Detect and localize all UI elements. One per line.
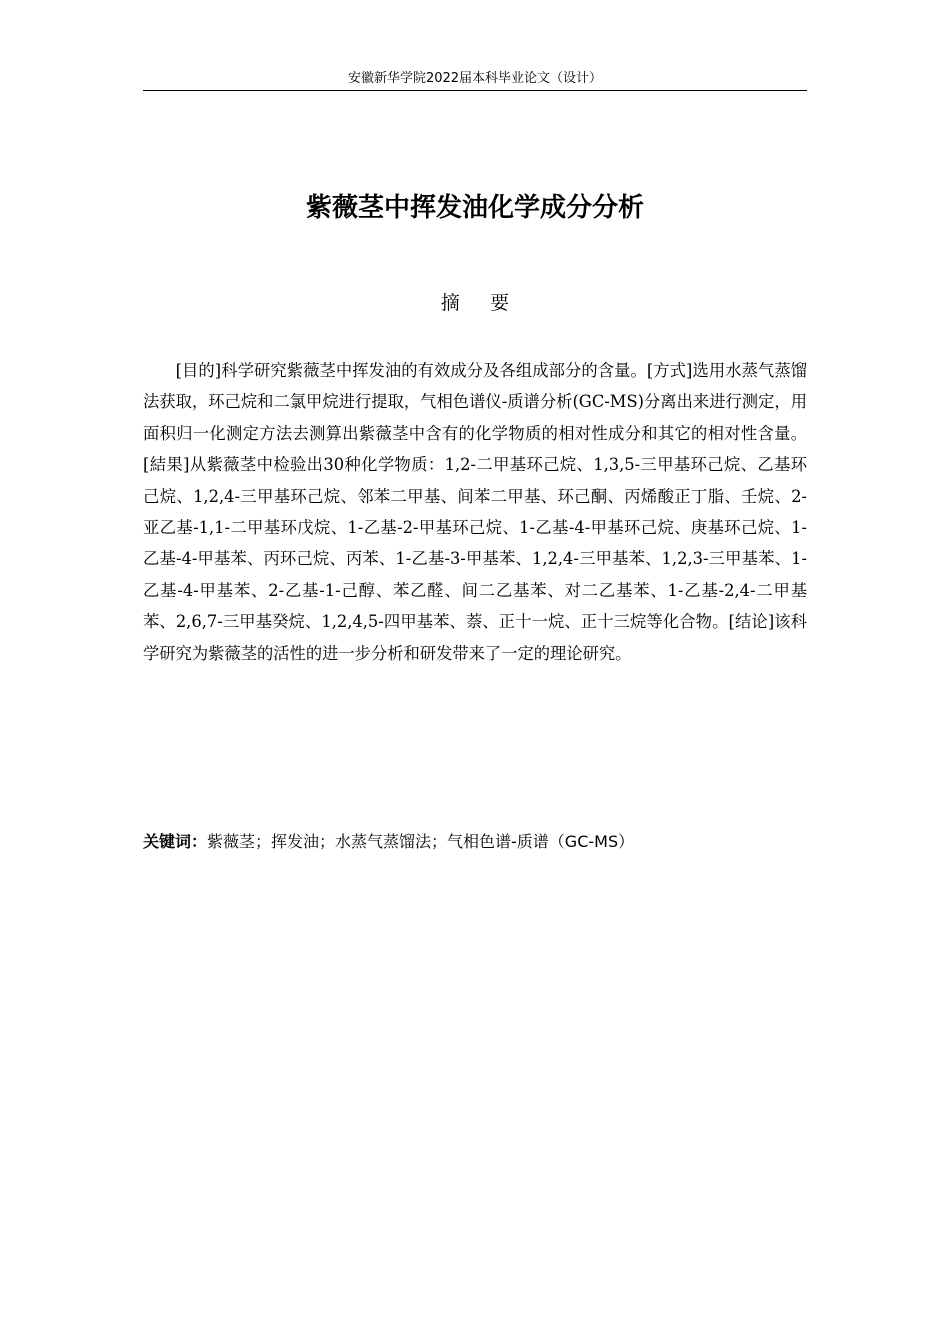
abstract-body: [目的]科学研究紫薇茎中挥发油的有效成分及各组成部分的含量。[方式]选用水蒸气蒸馏法获取，环己烷和二氯甲烷进行提取，气相色谱仪-质谱分析(GC-MS)分离出来进行测定，用面积归一化测定方法去测算出紫薇茎中含有的化学物质的相对性成分和其它的相对性含量。[結果]从紫薇茎中检验出30种化学物质：1,2-二甲基环己烷、1,3,5-三甲基环己烷、乙基环己烷、1,2,4-三甲基环己烷、邻苯二甲基、间苯二甲基、环己酮、丙烯酸正丁脂、壬烷、2-亚乙基-1,1-二甲基环戊烷、1-乙基-2-甲基环己烷、1-乙基-4-甲基环己烷、庚基环己烷、1-乙基-4-甲基苯、丙环己烷、丙苯、1-乙基-3-甲基苯、1,2,4-三甲基苯、1,2,3-三甲基苯、1-乙基-4-甲基苯、2-乙基-1-己醇、苯乙醛、间二乙基苯、对二乙基苯、1-乙基-2,4-二甲基苯、2,6,7-三甲基癸烷、1,2,4,5-四甲基苯、萘、正十一烷、正十三烷等化合物。[结论]该科学研究为紫薇茎的活性的进一步分析和研发带来了一定的理论研究。 <box>143 361 807 663</box>
keywords-label: 关键词： <box>143 832 208 851</box>
keywords-text: 紫薇茎；挥发油；水蒸气蒸馏法；气相色谱-质谱（GC-MS） <box>207 832 635 851</box>
running-header: 安徽新华学院2022届本科毕业论文（设计） <box>347 71 603 86</box>
header-rule <box>143 90 807 91</box>
keywords-line <box>143 828 807 856</box>
paper-title: 紫薇茎中挥发油化学成分分析 <box>305 193 644 223</box>
abstract-heading: 摘要 <box>440 292 540 314</box>
